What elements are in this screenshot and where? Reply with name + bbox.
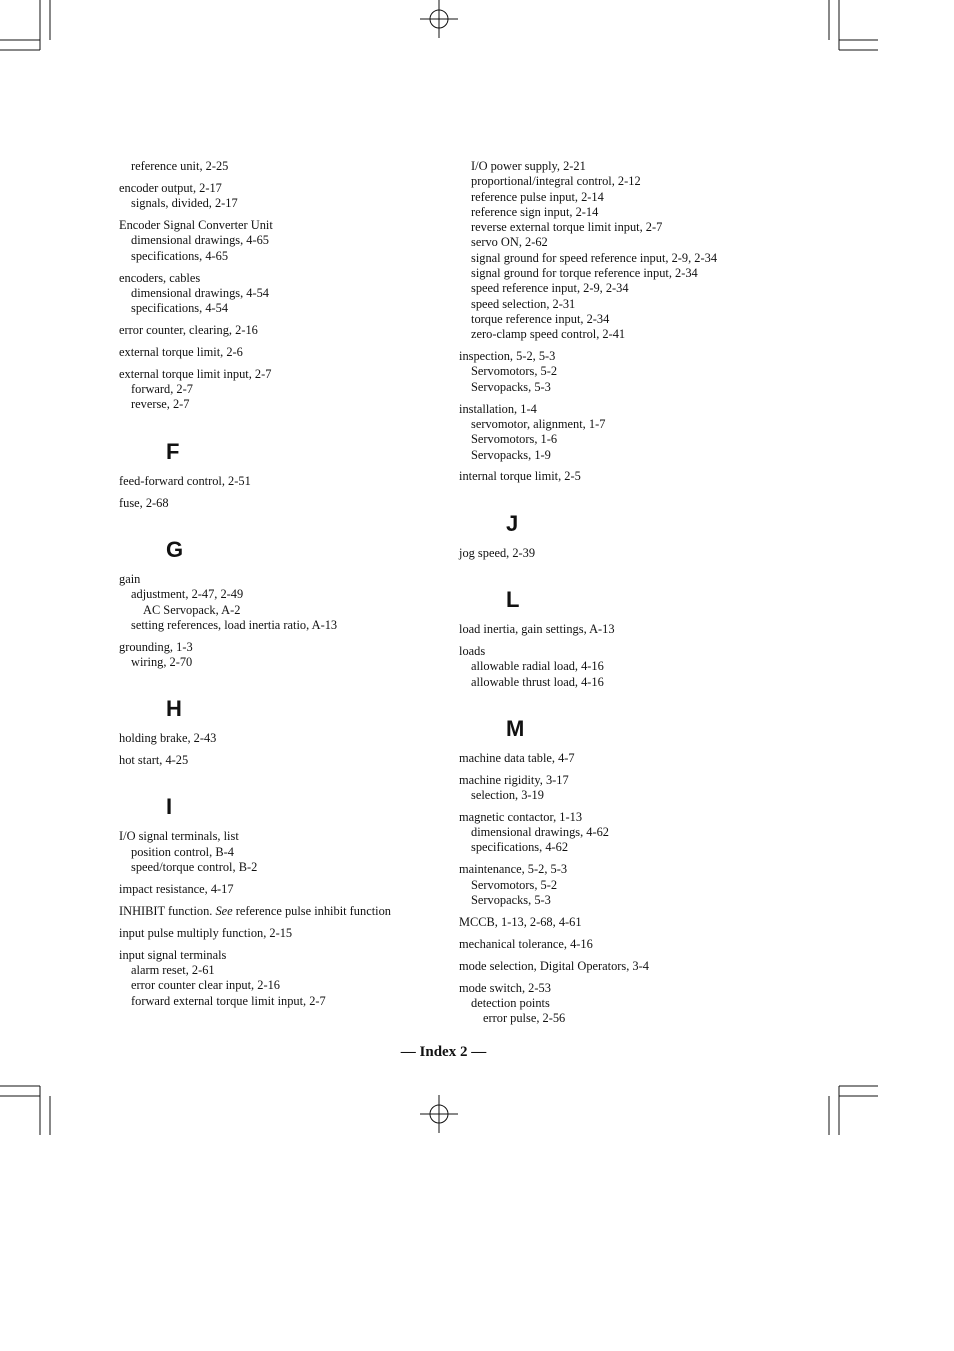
section-letter-heading: J [506,510,519,536]
index-term-text: specifications, 4-62 [471,840,569,855]
index-subterm [119,845,439,860]
index-subterm [119,159,439,174]
index-entry [119,345,439,360]
index-term [119,948,439,963]
index-term [459,959,789,974]
index-term [459,810,789,825]
crop-mark-top-right [829,0,878,50]
index-term [459,981,789,996]
page-number-footer: — Index 2 — [400,1044,487,1060]
index-term-text: alarm reset, 2-61 [131,962,215,977]
index-term-text: internal torque limit, 2-5 [459,469,581,484]
index-subterm [459,266,789,281]
index-subterm [119,286,439,301]
index-term [119,829,439,844]
index-section-g [119,537,439,670]
index-term-text: speed reference input, 2-9, 2-34 [471,281,629,296]
index-subterm [459,380,789,395]
index-entry [459,546,789,561]
index-term [119,926,439,941]
index-term [119,345,439,360]
index-term-text: allowable thrust load, 4-16 [471,674,604,689]
index-term-text: Servomotors, 5-2 [471,364,558,379]
index-subterm [119,860,439,875]
index-term-text: machine data table, 4-7 [459,750,575,765]
index-term [119,572,439,587]
index-term-text: I/O signal terminals, list [119,829,239,844]
index-entry [119,904,439,919]
crop-mark-bottom-left [0,1086,50,1135]
index-subterm [119,382,439,397]
index-entry [119,926,439,941]
index-subterm [119,587,439,602]
index-term [119,367,439,382]
index-term [119,731,439,746]
index-subterm [459,825,789,840]
index-term-text: inspection, 5-2, 5-3 [459,349,556,364]
index-entry [459,862,789,908]
index-term-text: reference sign input, 2-14 [471,204,599,219]
index-term-text: input signal terminals [119,947,227,962]
index-term-text: position control, B-4 [131,844,234,859]
index-subterm [459,174,789,189]
index-subterm [119,397,439,412]
index-term [119,323,439,338]
index-section-f [119,439,439,511]
index-term-text: mechanical tolerance, 4-16 [459,936,593,951]
index-term-text: speed selection, 2-31 [471,296,576,311]
index-term-text: grounding, 1-3 [119,639,193,654]
index-term-text: specifications, 4-65 [131,248,229,263]
index-term-text: MCCB, 1-13, 2-68, 4-61 [459,914,582,929]
index-subterm [119,655,439,670]
index-term-text: impact resistance, 4-17 [119,881,234,896]
index-term-text: mode switch, 2-53 [459,980,551,995]
index-section-continued [119,159,439,413]
index-subterm [119,196,439,211]
index-term-text: encoder output, 2-17 [119,180,222,195]
see-reference-label: See [215,903,233,918]
index-subterm [459,327,789,342]
index-entry [119,829,439,875]
index-term [459,469,789,484]
index-entry [459,469,789,484]
section-letter-heading: F [166,438,180,464]
index-entry [119,159,439,174]
index-subterm [459,205,789,220]
index-term-text: error counter, clearing, 2-16 [119,323,258,338]
index-subsubterm [119,603,439,618]
index-term-text: torque reference input, 2-34 [471,311,610,326]
index-entry [119,271,439,317]
index-term [459,622,789,637]
index-term-text: dimensional drawings, 4-65 [131,233,269,248]
index-term-text: selection, 3-19 [471,787,544,802]
index-term-text: wiring, 2-70 [131,654,193,669]
index-term-text: fuse, 2-68 [119,495,169,510]
index-section-h [119,696,439,768]
index-term-text: hot start, 4-25 [119,753,189,768]
index-entry [459,810,789,856]
index-entry [119,218,439,264]
index-term-text: loads [459,643,486,658]
index-section-i [119,794,439,1008]
index-subterm [119,978,439,993]
section-letter-heading: G [166,536,184,562]
index-term [459,915,789,930]
index-term-text: load inertia, gain settings, A-13 [459,622,615,637]
index-entry [119,948,439,1009]
index-term [119,474,439,489]
index-term-text: machine rigidity, 3-17 [459,772,569,787]
index-term-text: encoders, cables [119,270,201,285]
index-term-text: external torque limit input, 2-7 [119,366,272,381]
index-subterm [119,963,439,978]
index-term-text: proportional/integral control, 2-12 [471,174,641,189]
registration-mark-top [420,0,458,38]
index-entry [119,753,439,768]
index-entry [119,323,439,338]
index-subterm [459,840,789,855]
index-subterm [119,994,439,1009]
index-term-text: adjustment, 2-47, 2-49 [131,587,244,602]
index-entry [459,981,789,1027]
index-section-m [459,716,789,1027]
index-term [459,937,789,952]
index-term-text: servo ON, 2-62 [471,235,548,250]
index-term-text: zero-clamp speed control, 2-41 [471,327,626,342]
index-subterm [119,233,439,248]
index-entry [459,349,789,395]
index-subterm [119,249,439,264]
index-entry [459,159,789,343]
index-section-continued [459,159,789,485]
index-column-left [119,159,439,1015]
index-term-text: forward external torque limit input, 2-7 [131,993,326,1008]
index-term-text: jog speed, 2-39 [459,545,536,560]
index-term-text: mode selection, Digital Operators, 3-4 [459,958,649,973]
index-term-text: feed-forward control, 2-51 [119,473,251,488]
index-term-text: reverse external torque limit input, 2-7 [471,220,663,235]
index-term-text: setting references, load inertia ratio, A-13 [131,617,338,632]
index-term [119,882,439,897]
index-term-text: Encoder Signal Converter Unit [119,218,273,233]
index-term [119,181,439,196]
index-term [459,751,789,766]
index-column-right [459,159,789,1033]
index-entry [119,496,439,511]
index-subterm [459,190,789,205]
index-term [459,546,789,561]
index-term-text: Servopacks, 1-9 [471,447,551,462]
index-subterm [459,788,789,803]
index-entry [119,474,439,489]
see-reference-target: reference pulse inhibit function [235,903,391,918]
index-entry [119,181,439,212]
index-entry [119,731,439,746]
crop-mark-top-left [0,0,50,50]
index-entry [459,751,789,766]
index-subterm [459,220,789,235]
index-term-text: reference pulse input, 2-14 [471,189,604,204]
index-subterm [459,312,789,327]
index-term-text: I/O power supply, 2-21 [471,159,586,173]
index-term-text: allowable radial load, 4-16 [471,659,604,674]
index-term-text: forward, 2-7 [131,382,193,397]
index-entry [119,572,439,633]
index-subsubterm [459,1011,789,1026]
index-term [119,904,439,919]
index-term [459,773,789,788]
index-term-text: AC Servopack, A-2 [143,602,241,617]
index-term [459,349,789,364]
index-term-text: Servopacks, 5-3 [471,892,551,907]
index-term-text: servomotor, alignment, 1-7 [471,416,606,431]
index-term [119,218,439,233]
index-subterm [459,893,789,908]
index-entry [119,367,439,413]
index-subterm [459,417,789,432]
index-term-text: input pulse multiply function, 2-15 [119,925,293,940]
index-term-text: speed/torque control, B-2 [131,860,258,875]
index-term-text: magnetic contactor, 1-13 [459,809,583,824]
index-term-text: Servomotors, 5-2 [471,877,558,892]
index-term-text: INHIBIT function. [119,903,213,918]
section-letter-heading: H [166,696,182,722]
index-subterm [459,448,789,463]
index-subterm [459,432,789,447]
index-section-j [459,511,789,561]
index-term [119,640,439,655]
index-subterm [119,301,439,316]
index-term-text: detection points [471,995,550,1010]
index-term-text: dimensional drawings, 4-62 [471,825,609,840]
index-term-text: dimensional drawings, 4-54 [131,285,269,300]
index-term-text: maintenance, 5-2, 5-3 [459,862,568,877]
index-term-text: Servopacks, 5-3 [471,379,551,394]
index-entry [459,644,789,690]
crop-mark-bottom-right [829,1086,878,1135]
index-entry [459,622,789,637]
index-subterm [459,675,789,690]
section-letter-heading: L [506,587,520,613]
index-entry [459,959,789,974]
section-letter-heading: M [506,715,525,741]
index-term-text: Servomotors, 1-6 [471,432,558,447]
index-term [119,753,439,768]
index-entry [119,882,439,897]
index-subterm [459,659,789,674]
registration-mark-bottom [420,1095,458,1133]
index-subterm [459,996,789,1011]
index-term-text: reference unit, 2-25 [131,159,229,173]
index-entry [459,915,789,930]
index-term-text: signals, divided, 2-17 [131,196,238,211]
index-term-text: external torque limit, 2-6 [119,344,243,359]
index-entry [119,640,439,671]
index-term-text: signal ground for speed reference input, 2-9, 2-34 [471,250,718,265]
index-section-l [459,587,789,690]
index-term [119,496,439,511]
index-subterm [459,364,789,379]
index-entry [459,937,789,952]
index-term-text: reverse, 2-7 [131,397,190,412]
index-term [459,402,789,417]
index-subterm [459,878,789,893]
index-term-text: installation, 1-4 [459,401,537,416]
index-subterm [459,159,789,174]
index-term [119,271,439,286]
index-subterm [459,235,789,250]
index-subterm [119,618,439,633]
index-term-text: gain [119,571,141,586]
index-term-text: error counter clear input, 2-16 [131,978,280,993]
index-subterm [459,251,789,266]
index-term-text: signal ground for torque reference input, 2-34 [471,266,698,281]
index-term-text: specifications, 4-54 [131,301,229,316]
index-subterm [459,297,789,312]
index-entry [459,773,789,804]
index-term-text: holding brake, 2-43 [119,731,217,746]
section-letter-heading: I [166,794,173,820]
index-term [459,862,789,877]
index-entry [459,402,789,463]
index-subterm [459,281,789,296]
index-term [459,644,789,659]
index-term-text: error pulse, 2-56 [483,1011,566,1026]
